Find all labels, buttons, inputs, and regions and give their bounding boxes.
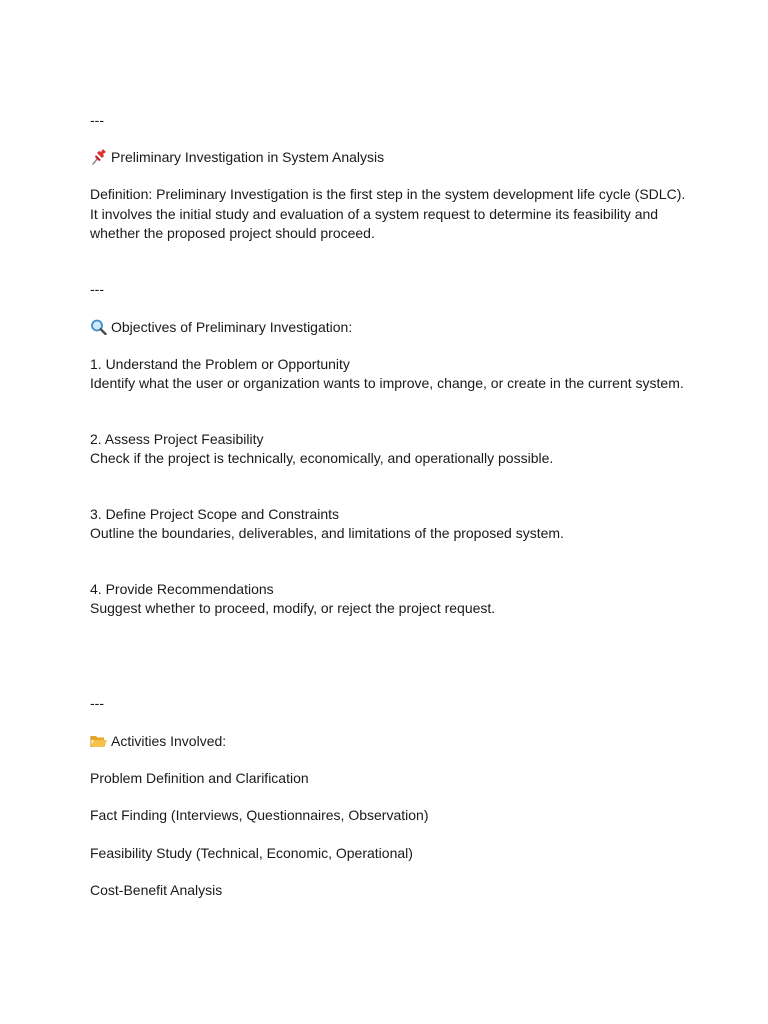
definition-line: Definition: Preliminary Investigation is the first step in the system development life cycle (SDLC). [90, 186, 686, 202]
objective-detail: Suggest whether to proceed, modify, or reject the project request. [90, 600, 496, 616]
activity-item: Fact Finding (Interviews, Questionnaires, Observation) [90, 807, 429, 823]
section-heading [90, 732, 226, 751]
definition-paragraph [90, 185, 690, 244]
definition-line: whether the proposed project should proceed. [90, 225, 375, 241]
objective-title: 1. Understand the Problem or Opportunity [90, 356, 350, 372]
definition-line: It involves the initial study and evaluation of a system request to determine its feasibility and [90, 205, 659, 222]
objective-title: 4. Provide Recommendations [90, 581, 274, 597]
objective-detail: Check if the project is technically, economically, and operationally possible. [90, 450, 554, 466]
separator: --- [90, 695, 104, 711]
open-folder-icon [90, 733, 108, 749]
section-heading [90, 148, 384, 167]
separator: --- [90, 112, 104, 128]
pushpin-icon [90, 149, 108, 165]
activity-item: Cost-Benefit Analysis [90, 882, 223, 898]
separator: --- [90, 281, 104, 297]
activity-item: Feasibility Study (Technical, Economic, Operational) [90, 845, 413, 861]
section-heading-text: Preliminary Investigation in System Analysis [111, 149, 385, 165]
objective-title: 2. Assess Project Feasibility [90, 431, 264, 447]
objective-detail: Identify what the user or organization wants to improve, change, or create in the current system. [90, 375, 684, 391]
objective-title: 3. Define Project Scope and Constraints [90, 506, 340, 522]
section-heading [90, 318, 352, 337]
magnifier-icon [90, 319, 108, 335]
section-heading-text: Objectives of Preliminary Investigation: [111, 319, 353, 335]
activity-item: Problem Definition and Clarification [90, 770, 309, 786]
objective-detail: Outline the boundaries, deliverables, and limitations of the proposed system. [90, 525, 564, 541]
section-heading-text: Activities Involved: [111, 733, 227, 749]
